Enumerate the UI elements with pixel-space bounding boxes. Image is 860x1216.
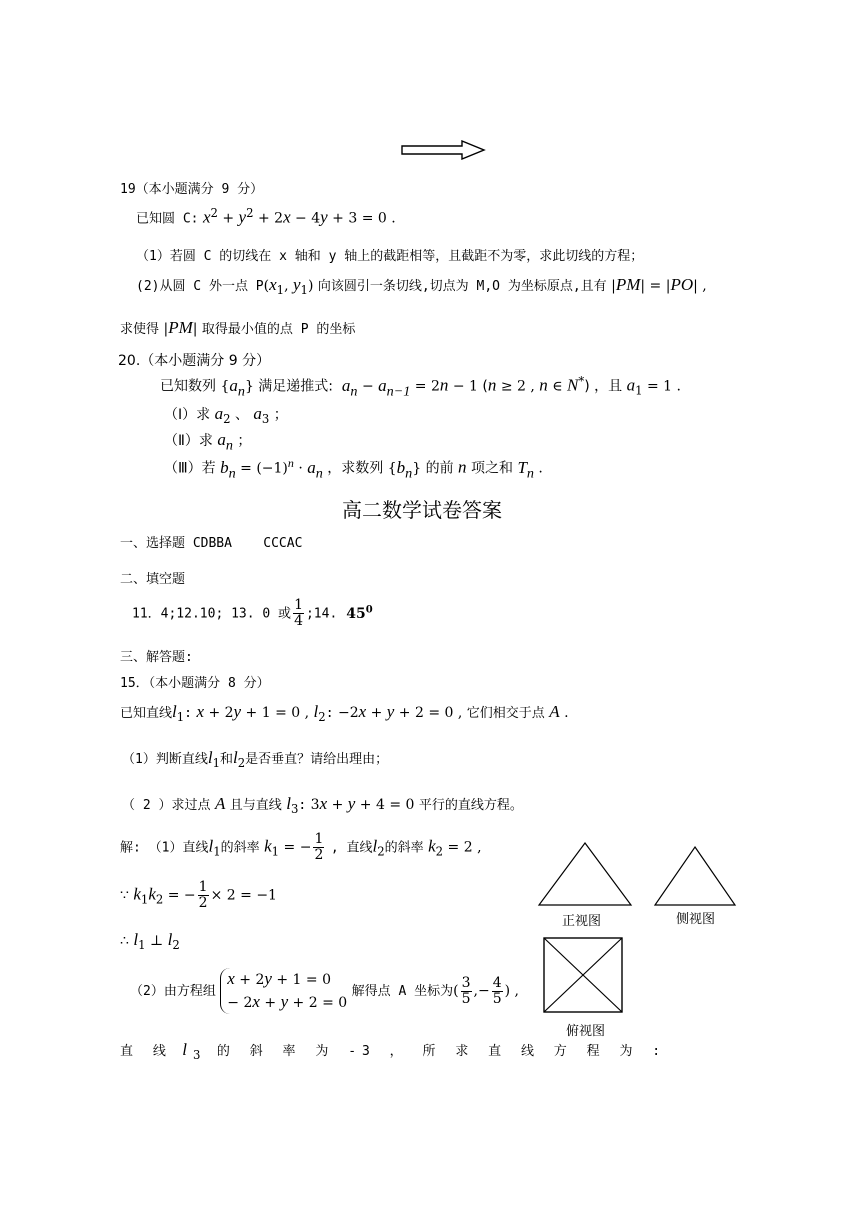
side-view-label: 侧视图	[676, 912, 716, 927]
q20-sub2: （Ⅱ）求 $a_n$ ；	[164, 430, 252, 454]
q19-part2b: 求使得 |PM| 取得最小值的点 P 的坐标	[120, 318, 356, 337]
q19-circle: 已知圆 C: $x^2 + y^2 + 2x - 4y + 3 = 0$ .	[136, 206, 396, 227]
answers-heading: 高二数学试卷答案	[342, 498, 502, 522]
q15-title: 15．（本小题满分 8 分）	[120, 676, 270, 691]
top-view-square	[542, 936, 624, 1014]
answers-solve-heading: 三、解答题:	[120, 650, 193, 665]
solution-system: （2）由方程组 x + 2y + 1 = 0 − 2x + y + 2 = 0 解得点 A 坐标为( $\frac{3}{5}$ ,− $\frac{4}{5}$ ) ,	[130, 968, 519, 1014]
answers-fill: 11．4;12.10; 13. 0 或 $\frac{1}{4}$ ;14. $45^0$	[132, 597, 373, 629]
right-arrow-icon	[400, 140, 486, 160]
q20-recurrence: 已知数列 $\{a_n\}$ 满足递推式: $a_n - a_{n-1} = 2n - 1$ (n ≥ 2 , n ∈ N*) ，且 $a_1 = 1$ .	[160, 374, 681, 400]
solution-final: 直 线 $l_3$ 的 斜 率 为 -3 ， 所 求 直 线 方 程 为 :	[120, 1040, 667, 1062]
side-view-triangle	[652, 844, 738, 908]
solution-slopes: 解: （1）直线$l_1$的斜率 $k_1$ = − $\frac{1}{2}$ , 直线$l_2$的斜率 $k_2 = 2$ ,	[120, 831, 482, 863]
solution-perpendicular: ∴ $l_1$ ⊥ $l_2$	[120, 930, 180, 952]
q15-part1: （1）判断直线$l_1$和$l_2$是否垂直？请给出理由；	[122, 748, 389, 770]
q20-sub1: （Ⅰ）求 $a_2$ 、 $a_3$ ；	[164, 404, 288, 426]
front-view-label: 正视图	[562, 914, 602, 929]
q19-part1: （1）若圆 C 的切线在 x 轴和 y 轴上的截距相等，且截距不为零，求此切线的方程；	[136, 249, 644, 264]
q20-title: 20.（本小题满分 9 分）	[118, 353, 271, 369]
q19-part2: (2)从圆 C 外一点 $P(x_1$, $y_1$) 向该圆引一条切线,切点为 M,O 为坐标原点,且有 |PM| = |PO| ,	[136, 275, 707, 297]
q15-lines: 已知直线$l_1$: x + 2y + 1 = 0 , $l_2$: −2x + y + 2 = 0 , 它们相交于点 A .	[120, 702, 569, 724]
answers-choice: 一、选择题 CDBBA CCCAC	[120, 536, 303, 551]
q19-title: 19（本小题满分 9 分）	[120, 182, 264, 197]
solution-product: ∵ $k_1k_2$ = − $\frac{1}{2}$ × 2 = −1	[120, 879, 277, 911]
front-view-triangle	[536, 840, 634, 908]
q20-sub3: （Ⅲ）若 $b_n = (-1)^n \cdot a_n$ ，求数列 $\{b_n\}$ 的前 n 项之和 $T_n$ .	[164, 456, 543, 482]
answers-fill-heading: 二、填空题	[120, 572, 186, 587]
q15-part2: （ 2 ）求过点 A 且与直线 $l_3$: 3x + y + 4 = 0 平行的直线方程。	[122, 794, 523, 816]
top-view-label: 俯视图	[566, 1024, 606, 1039]
